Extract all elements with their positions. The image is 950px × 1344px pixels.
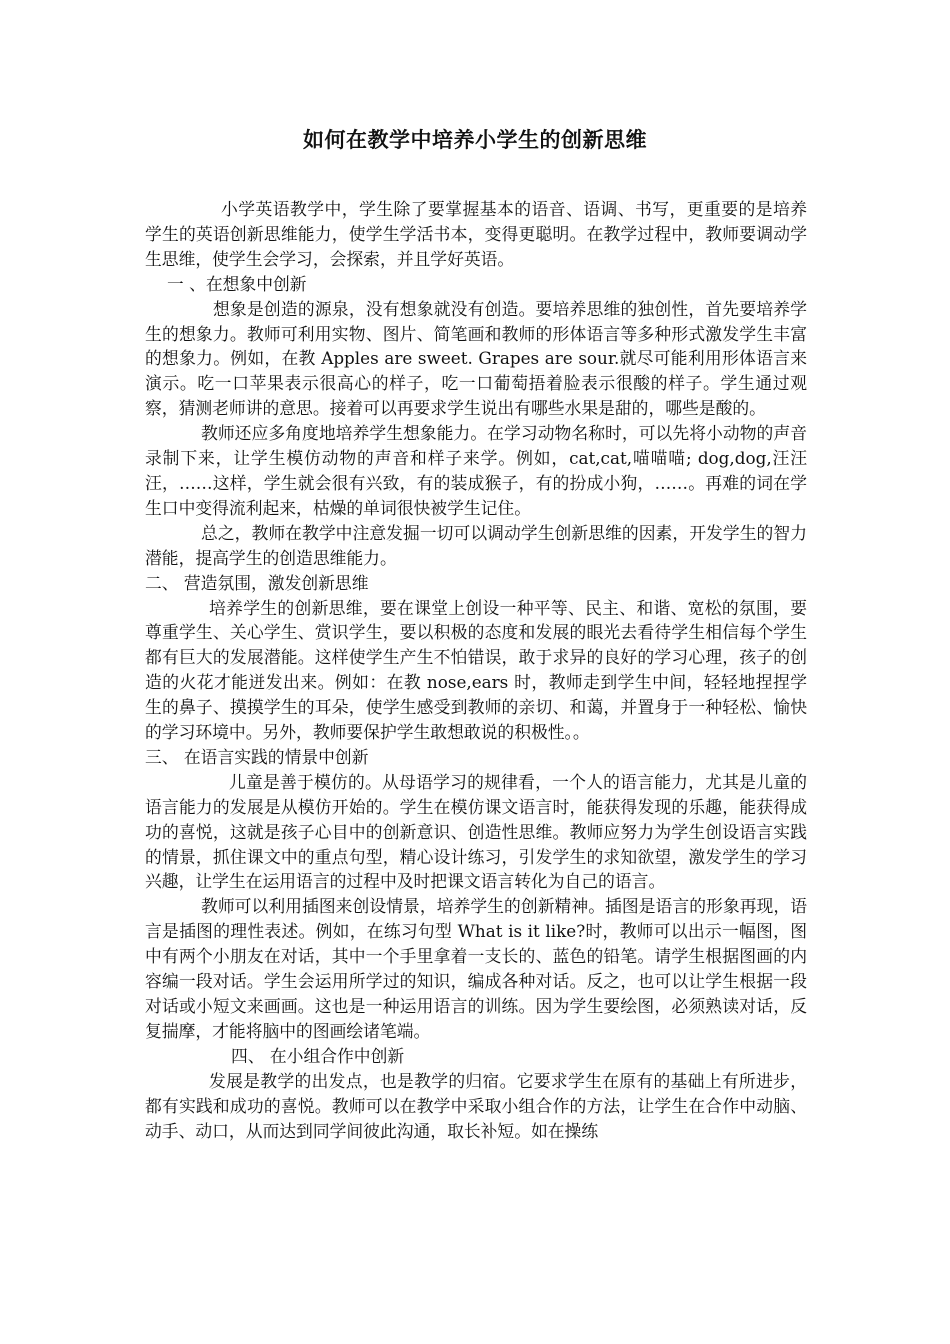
- section-3-paragraph-2: 教师可以利用插图来创设情景，培养学生的创新精神。插图是语言的形象再现，语言是插图的理性表述。例如，在练习句型 What is it like?时，教师可以出示一幅图，图中有两个小朋友在对话，其中一个手里拿着一支长的、蓝色的铅笔。请学生根据图画的内容编一段对话。学生会运用所学过的知识，编成各种对话。反之，也可以让学生根据一段对话或小短文来画画。这也是一种运用语言的训练。因为学生要绘图，必须熟读对话，反复揣摩，才能将脑中的图画绘诸笔端。: [145, 896, 807, 1041]
- section-heading-2: 二、 营造氛围，激发创新思维: [145, 572, 369, 593]
- section-heading-1: 一 、在想象中创新: [167, 273, 307, 294]
- document-title: 如何在教学中培养小学生的创新思维: [303, 127, 647, 152]
- section-1-paragraph-1: 想象是创造的源泉，没有想象就没有创造。要培养思维的独创性，首先要培养学生的想象力。教师可利用实物、图片、简笔画和教师的形体语言等多种形式激发学生丰富的想象力。例如，在教 Apples are sweet. Grapes are sour.就尽可能利用形体语言来演示。吃一口苹果表示很高心的样子，吃一口葡萄捂着脸表示很酸的样子。学生通过观察，猜测老师讲的意思。接着可以再要求学生说出有哪些水果是甜的，哪些是酸的。: [145, 298, 807, 419]
- section-3-paragraph-1: 儿童是善于模仿的。从母语学习的规律看，一个人的语言能力，尤其是儿童的语言能力的发展是从模仿开始的。学生在模仿课文语言时，能获得发现的乐趣，能获得成功的喜悦，这就是孩子心目中的创新意识、创造性思维。教师应努力为学生创设语言实践的情景，抓住课文中的重点句型，精心设计练习，引发学生的求知欲望，激发学生的学习兴趣，让学生在运用语言的过程中及时把课文语言转化为自己的语言。: [145, 771, 807, 892]
- intro-paragraph: 小学英语教学中，学生除了要掌握基本的语音、语调、书写，更重要的是培养学生的英语创新思维能力，使学生学活书本，变得更聪明。在教学过程中，教师要调动学生思维，使学生会学习，会探索，并且学好英语。: [145, 199, 807, 269]
- section-heading-4: 四、 在小组合作中创新: [231, 1045, 405, 1066]
- section-2-paragraph-1: 培养学生的创新思维，要在课堂上创设一种平等、民主、和谐、宽松的氛围，要尊重学生、关心学生、赏识学生，要以积极的态度和发展的眼光去看待学生相信每个学生都有巨大的发展潜能。这样使学生产生不怕错误，敢于求异的良好的学习心理，孩子的创造的火花才能迸发出来。例如：在教 nose,ears 时，教师走到学生中间，轻轻地捏捏学生的鼻子、摸摸学生的耳朵，使学生感受到教师的亲切、和蔼，并置身于一种轻松、愉快的学习环境中。另外，教师要保护学生敢想敢说的积极性。。: [145, 597, 807, 743]
- section-heading-3: 三、 在语言实践的情景中创新: [145, 746, 369, 767]
- section-1-paragraph-3: 总之，教师在教学中注意发掘一切可以调动学生创新思维的因素，开发学生的智力潜能，提高学生的创造思维能力。: [145, 522, 807, 568]
- document-body: [145, 197, 807, 1143]
- section-4-paragraph-1: 发展是教学的出发点，也是教学的归宿。它要求学生在原有的基础上有所进步，都有实践和成功的喜悦。教师可以在教学中采取小组合作的方法，让学生在合作中动脑、动手、动口，从而达到同学间彼此沟通，取长补短。如在操练: [145, 1070, 807, 1141]
- section-1-paragraph-2: 教师还应多角度地培养学生想象能力。在学习动物名称时，可以先将小动物的声音录制下来，让学生模仿动物的声音和样子来学。例如，cat,cat,喵喵喵; dog,dog,汪汪汪，……这样，学生就会很有兴致，有的装成猴子，有的扮成小狗，……。再难的词在学生口中变得流利起来，枯燥的单词很快被学生记住。: [145, 423, 807, 518]
